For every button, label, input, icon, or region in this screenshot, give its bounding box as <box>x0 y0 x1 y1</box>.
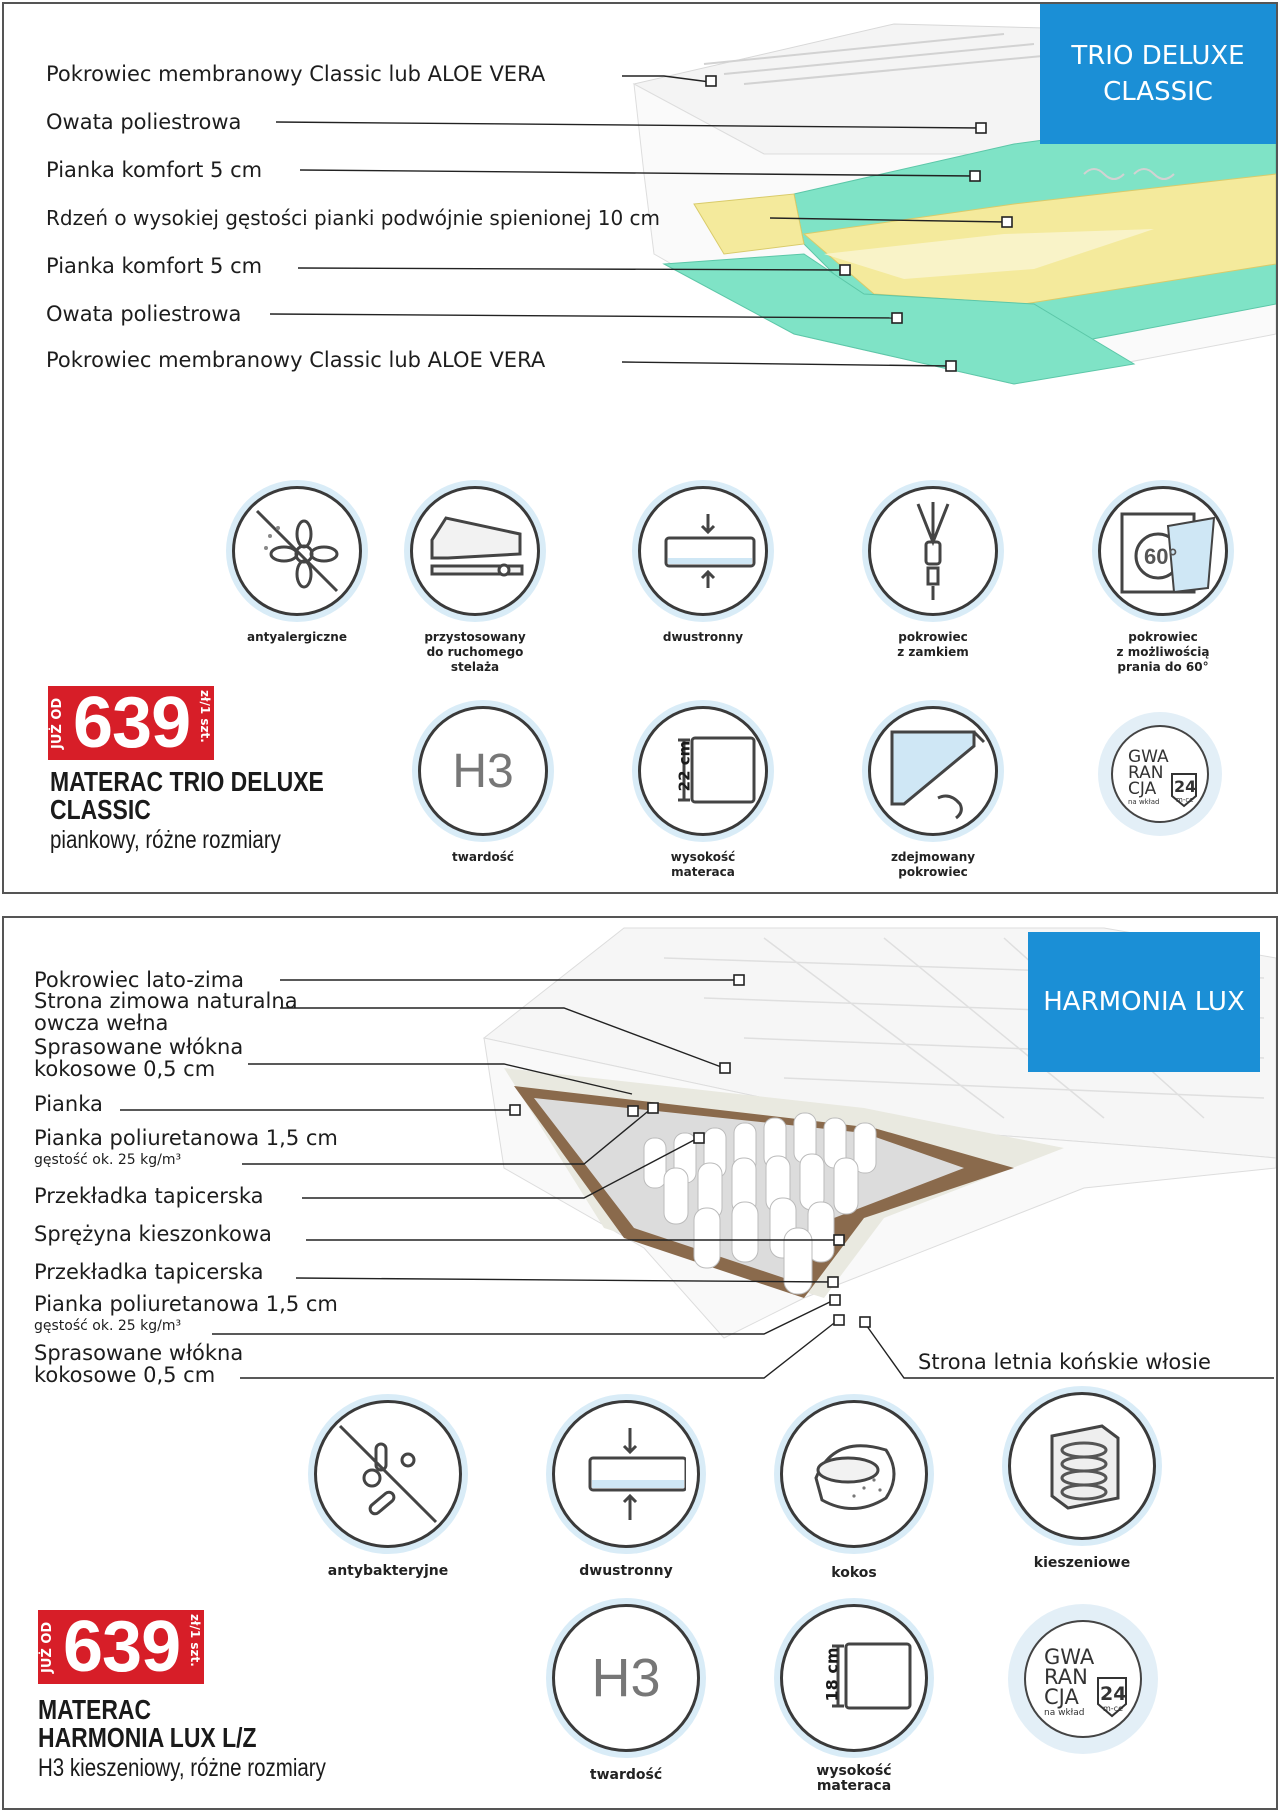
svg-text:CJA: CJA <box>1044 1685 1079 1709</box>
layer-label: Pokrowiec lato-zima <box>34 968 245 992</box>
height-22-icon <box>638 706 768 836</box>
feature-caption: zdejmowany pokrowiec <box>890 850 976 879</box>
layer-label: Owata poliestrowa <box>46 302 242 326</box>
svg-text:RAN: RAN <box>1044 1665 1088 1689</box>
price-tag <box>38 1607 204 1687</box>
layer-label: Pokrowiec membranowy Classic lub ALOE VERA <box>46 348 546 372</box>
hardness-h3-icon <box>418 706 548 836</box>
feature-caption: antyalergiczne <box>247 630 347 644</box>
feature-caption: pokrowiec z możliwością prania do 60° <box>1116 630 1210 674</box>
feature-caption: wysokość materaca <box>670 850 736 879</box>
layer-label: Przekładka tapicerska <box>34 1260 264 1284</box>
price-value: 639 <box>67 686 196 760</box>
price-unit: zł/1 szt. <box>196 686 214 760</box>
product-name-badge: HARMONIA LUX <box>1028 932 1260 1072</box>
price-value: 639 <box>57 1610 186 1684</box>
feature-caption: kieszeniowe <box>1033 1555 1131 1571</box>
density-note: gęstość ok. 25 kg/m³ <box>34 1318 182 1334</box>
pocket-spring-icon <box>1008 1392 1156 1540</box>
svg-text:GWA: GWA <box>1044 1645 1095 1669</box>
layer-label: Rdzeń o wysokiej gęstości pianki podwójnie spienionej 10 cm <box>46 206 661 230</box>
svg-text:m-ce: m-ce <box>1176 796 1194 804</box>
removable-cover-icon <box>868 706 998 836</box>
feature-caption: twardość <box>589 1767 663 1783</box>
layer-label: Strona letnia końskie włosie <box>918 1350 1211 1374</box>
price-prefix: JUŻ OD <box>48 686 67 760</box>
height-18-icon <box>780 1604 928 1752</box>
svg-text:CJA: CJA <box>1128 779 1157 799</box>
price-prefix: JUŻ OD <box>38 1610 57 1684</box>
hardness-h3-icon <box>552 1604 700 1752</box>
feature-caption: dwustronny <box>662 630 744 644</box>
layer-label: Sprężyna kieszonkowa <box>34 1222 272 1246</box>
svg-text:24: 24 <box>1100 1683 1127 1705</box>
svg-text:na wkład: na wkład <box>1128 798 1160 806</box>
layer-label: Przekładka tapicerska <box>34 1184 264 1208</box>
layer-label: Owata poliestrowa <box>46 110 242 134</box>
price-tag <box>48 683 214 763</box>
svg-text:m-ce: m-ce <box>1103 1704 1123 1713</box>
adjustable-bed-icon <box>410 486 540 616</box>
product-subtitle: H3 kieszeniowy, różne rozmiary <box>38 1754 326 1782</box>
svg-text:GWA: GWA <box>1128 747 1169 767</box>
layer-label: Sprasowane włókna kokosowe 0,5 cm <box>34 1035 244 1081</box>
layer-label: Pianka komfort 5 cm <box>46 254 263 278</box>
hardness-value: H3 <box>591 1648 661 1708</box>
double-sided-icon <box>638 486 768 616</box>
feature-caption: antybakteryjne <box>327 1563 449 1579</box>
svg-text:RAN: RAN <box>1128 763 1164 783</box>
warranty-24-icon <box>1098 712 1222 836</box>
hardness-value: H3 <box>452 744 514 798</box>
layer-label: Pianka poliuretanowa 1,5 cm <box>34 1126 338 1150</box>
price-unit: zł/1 szt. <box>186 1610 204 1684</box>
product-name-badge: TRIO DELUXE CLASSIC <box>1040 4 1276 144</box>
svg-text:60°: 60° <box>1144 544 1178 569</box>
density-note: gęstość ok. 25 kg/m³ <box>34 1152 182 1168</box>
coconut-icon <box>780 1400 928 1548</box>
layer-label: Pianka komfort 5 cm <box>46 158 263 182</box>
svg-text:24: 24 <box>1174 777 1197 796</box>
layer-label: Sprasowane włókna kokosowe 0,5 cm <box>34 1341 244 1387</box>
feature-caption: dwustronny <box>579 1563 673 1579</box>
layer-label: Pokrowiec membranowy Classic lub ALOE VERA <box>46 62 546 86</box>
washing-60-icon <box>1098 486 1228 616</box>
layer-label: Strona zimowa naturalna owcza wełna <box>34 989 298 1035</box>
feature-caption: kokos <box>831 1565 877 1581</box>
product-title: MATERAC TRIO DELUXE CLASSIC <box>50 766 324 825</box>
svg-text:na wkład: na wkład <box>1044 1708 1085 1718</box>
feature-caption: twardość <box>452 850 514 864</box>
height-value: 22 cm <box>675 740 694 792</box>
antibacterial-icon <box>314 1400 462 1548</box>
product-title: MATERAC HARMONIA LUX L/Z <box>38 1694 257 1753</box>
product-panel-harmonia-lux <box>2 916 1278 1810</box>
product-subtitle: piankowy, różne rozmiary <box>50 826 281 854</box>
warranty-24-icon <box>1008 1604 1158 1754</box>
feature-caption: wysokość materaca <box>816 1763 892 1794</box>
zipper-icon <box>868 486 998 616</box>
feature-caption: pokrowiec z zamkiem <box>897 630 969 659</box>
anti-allergic-flower-icon <box>232 486 362 616</box>
double-sided-icon <box>552 1400 700 1548</box>
layer-label: Pianka poliuretanowa 1,5 cm <box>34 1292 338 1316</box>
layer-label: Pianka <box>34 1092 103 1116</box>
height-value: 18 cm <box>822 1647 842 1702</box>
product-panel-trio-deluxe <box>2 2 1278 894</box>
feature-caption: przystosowany do ruchomego stelaża <box>424 630 526 674</box>
